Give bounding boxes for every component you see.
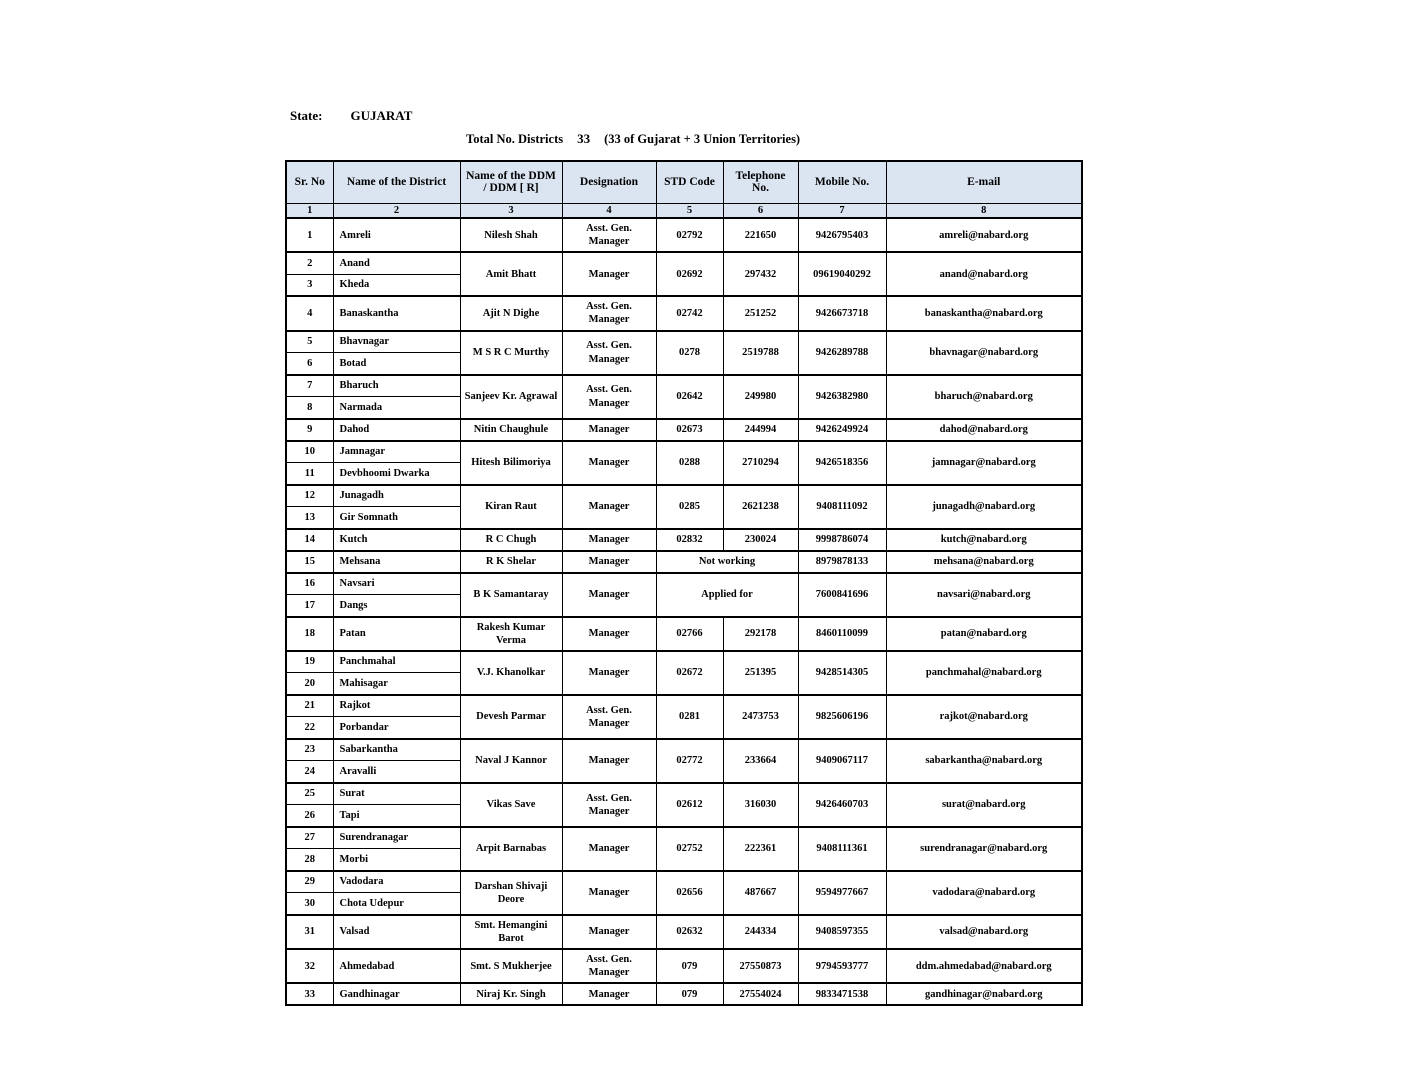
district-cell: Aravalli [333, 761, 460, 783]
total-districts-label: Total No. Districts [466, 132, 564, 146]
email-cell: dahod@nabard.org [886, 419, 1082, 441]
mobile-cell: 9426382980 [798, 375, 886, 419]
sr-cell: 27 [286, 827, 333, 849]
total-districts-value: 33 [577, 131, 591, 146]
ddm-cell: B K Samantaray [460, 573, 562, 617]
district-cell: Vadodara [333, 871, 460, 893]
ddm-cell: Arpit Barnabas [460, 827, 562, 871]
district-cell: Gandhinagar [333, 983, 460, 1005]
district-cell: Narmada [333, 397, 460, 419]
header-email: E-mail [886, 161, 1082, 203]
district-cell: Kutch [333, 529, 460, 551]
ddm-cell: Nitin Chaughule [460, 419, 562, 441]
table-row [286, 551, 1082, 573]
ddm-cell: Nilesh Shah [460, 218, 562, 252]
sr-cell: 23 [286, 739, 333, 761]
email-cell: gandhinagar@nabard.org [886, 983, 1082, 1005]
sr-cell: 21 [286, 695, 333, 717]
email-cell: kutch@nabard.org [886, 529, 1082, 551]
sr-cell: 5 [286, 331, 333, 353]
std-cell: 0288 [656, 441, 723, 485]
sr-cell: 17 [286, 595, 333, 617]
header-row [286, 161, 1082, 203]
sr-cell: 2 [286, 252, 333, 274]
telephone-cell: 221650 [723, 218, 798, 252]
telephone-cell: 297432 [723, 252, 798, 296]
designation-cell: Asst. Gen. Manager [562, 218, 656, 252]
std-cell: 02772 [656, 739, 723, 783]
table-body [286, 218, 1082, 1005]
designation-cell: Manager [562, 617, 656, 651]
email-cell: navsari@nabard.org [886, 573, 1082, 617]
sr-cell: 22 [286, 717, 333, 739]
telephone-cell: 292178 [723, 617, 798, 651]
mobile-cell: 8979878133 [798, 551, 886, 573]
designation-cell: Manager [562, 419, 656, 441]
district-cell: Botad [333, 353, 460, 375]
district-cell: Surendranagar [333, 827, 460, 849]
ddm-cell: Vikas Save [460, 783, 562, 827]
mobile-cell: 9833471538 [798, 983, 886, 1005]
district-cell: Sabarkantha [333, 739, 460, 761]
std-cell: 02692 [656, 252, 723, 296]
table-row [286, 739, 1082, 761]
sr-cell: 1 [286, 218, 333, 252]
mobile-cell: 9426518356 [798, 441, 886, 485]
std-cell: 02742 [656, 296, 723, 330]
std-cell: 02632 [656, 915, 723, 949]
district-cell: Ahmedabad [333, 949, 460, 983]
ddm-cell: Kiran Raut [460, 485, 562, 529]
header-std-code: STD Code [656, 161, 723, 203]
ddm-cell: Smt. S Mukherjee [460, 949, 562, 983]
ddm-cell: Darshan Shivaji Deore [460, 871, 562, 915]
ddm-cell: Amit Bhatt [460, 252, 562, 296]
sr-cell: 20 [286, 673, 333, 695]
mobile-cell: 09619040292 [798, 252, 886, 296]
std-cell: 02766 [656, 617, 723, 651]
telephone-cell: 487667 [723, 871, 798, 915]
designation-cell: Manager [562, 827, 656, 871]
district-cell: Banaskantha [333, 296, 460, 330]
email-cell: bhavnagar@nabard.org [886, 331, 1082, 375]
telephone-cell: 27554024 [723, 983, 798, 1005]
district-cell: Jamnagar [333, 441, 460, 463]
column-number: 6 [723, 203, 798, 218]
district-cell: Tapi [333, 805, 460, 827]
ddm-cell: Ajit N Dighe [460, 296, 562, 330]
district-cell: Devbhoomi Dwarka [333, 463, 460, 485]
sr-cell: 6 [286, 353, 333, 375]
district-cell: Dahod [333, 419, 460, 441]
telephone-cell: 233664 [723, 739, 798, 783]
ddm-cell: Niraj Kr. Singh [460, 983, 562, 1005]
std-cell: 02612 [656, 783, 723, 827]
mobile-cell: 9409067117 [798, 739, 886, 783]
sr-cell: 26 [286, 805, 333, 827]
designation-cell: Asst. Gen. Manager [562, 695, 656, 739]
designation-cell: Manager [562, 983, 656, 1005]
telephone-cell: 2519788 [723, 331, 798, 375]
district-cell: Amreli [333, 218, 460, 252]
designation-cell: Asst. Gen. Manager [562, 296, 656, 330]
district-cell: Surat [333, 783, 460, 805]
state-label: State: [290, 108, 323, 123]
email-cell: patan@nabard.org [886, 617, 1082, 651]
mobile-cell: 9408597355 [798, 915, 886, 949]
designation-cell: Manager [562, 441, 656, 485]
district-cell: Mahisagar [333, 673, 460, 695]
email-cell: valsad@nabard.org [886, 915, 1082, 949]
sr-cell: 18 [286, 617, 333, 651]
designation-cell: Manager [562, 529, 656, 551]
ddm-cell: V.J. Khanolkar [460, 651, 562, 695]
header-district: Name of the District [333, 161, 460, 203]
district-cell: Bhavnagar [333, 331, 460, 353]
designation-cell: Manager [562, 915, 656, 949]
sr-cell: 33 [286, 983, 333, 1005]
district-cell: Morbi [333, 849, 460, 871]
sr-cell: 10 [286, 441, 333, 463]
table-row [286, 485, 1082, 507]
email-cell: surendranagar@nabard.org [886, 827, 1082, 871]
mobile-cell: 9428514305 [798, 651, 886, 695]
state-value: GUJARAT [350, 108, 413, 123]
header-ddm-name: Name of the DDM / DDM [ R] [460, 161, 562, 203]
ddm-cell: Rakesh Kumar Verma [460, 617, 562, 651]
telephone-cell: 251395 [723, 651, 798, 695]
table-row [286, 331, 1082, 353]
telephone-cell: 249980 [723, 375, 798, 419]
ddm-cell: Smt. Hemangini Barot [460, 915, 562, 949]
email-cell: surat@nabard.org [886, 783, 1082, 827]
designation-cell: Manager [562, 485, 656, 529]
sr-cell: 19 [286, 651, 333, 673]
sr-cell: 14 [286, 529, 333, 551]
status-cell: Not working [656, 551, 798, 573]
table-row [286, 695, 1082, 717]
mobile-cell: 9426673718 [798, 296, 886, 330]
mobile-cell: 9594977667 [798, 871, 886, 915]
email-cell: anand@nabard.org [886, 252, 1082, 296]
sr-cell: 28 [286, 849, 333, 871]
sr-cell: 9 [286, 419, 333, 441]
designation-cell: Manager [562, 252, 656, 296]
email-cell: rajkot@nabard.org [886, 695, 1082, 739]
email-cell: bharuch@nabard.org [886, 375, 1082, 419]
telephone-cell: 222361 [723, 827, 798, 871]
telephone-cell: 251252 [723, 296, 798, 330]
std-cell: 02656 [656, 871, 723, 915]
column-number-row [286, 203, 1082, 218]
std-cell: 02673 [656, 419, 723, 441]
sr-cell: 11 [286, 463, 333, 485]
ddm-cell: Hitesh Bilimoriya [460, 441, 562, 485]
column-number: 2 [333, 203, 460, 218]
std-cell: 079 [656, 949, 723, 983]
total-districts-note: (33 of Gujarat + 3 Union Territories) [604, 132, 801, 146]
sr-cell: 13 [286, 507, 333, 529]
district-cell: Junagadh [333, 485, 460, 507]
std-cell: 02752 [656, 827, 723, 871]
ddm-contact-table [285, 160, 1083, 1006]
district-cell: Anand [333, 252, 460, 274]
table-row [286, 949, 1082, 983]
sr-cell: 25 [286, 783, 333, 805]
std-cell: 0278 [656, 331, 723, 375]
district-cell: Kheda [333, 274, 460, 296]
email-cell: ddm.ahmedabad@nabard.org [886, 949, 1082, 983]
email-cell: vadodara@nabard.org [886, 871, 1082, 915]
sr-cell: 29 [286, 871, 333, 893]
mobile-cell: 9998786074 [798, 529, 886, 551]
designation-cell: Asst. Gen. Manager [562, 331, 656, 375]
designation-cell: Manager [562, 871, 656, 915]
sr-cell: 31 [286, 915, 333, 949]
designation-cell: Manager [562, 739, 656, 783]
mobile-cell: 7600841696 [798, 573, 886, 617]
std-cell: 0281 [656, 695, 723, 739]
email-cell: junagadh@nabard.org [886, 485, 1082, 529]
telephone-cell: 244334 [723, 915, 798, 949]
header-mobile: Mobile No. [798, 161, 886, 203]
table-row [286, 419, 1082, 441]
status-cell: Applied for [656, 573, 798, 617]
district-cell: Gir Somnath [333, 507, 460, 529]
table-row [286, 218, 1082, 252]
table-row [286, 529, 1082, 551]
table-row [286, 375, 1082, 397]
ddm-cell: Naval J Kannor [460, 739, 562, 783]
telephone-cell: 2710294 [723, 441, 798, 485]
district-cell: Porbandar [333, 717, 460, 739]
sr-cell: 8 [286, 397, 333, 419]
sr-cell: 12 [286, 485, 333, 507]
std-cell: 02672 [656, 651, 723, 695]
ddm-cell: Sanjeev Kr. Agrawal [460, 375, 562, 419]
email-cell: sabarkantha@nabard.org [886, 739, 1082, 783]
state-line [290, 108, 1081, 124]
district-cell: Mehsana [333, 551, 460, 573]
sr-cell: 15 [286, 551, 333, 573]
email-cell: jamnagar@nabard.org [886, 441, 1082, 485]
district-cell: Navsari [333, 573, 460, 595]
total-districts-line [466, 131, 1081, 147]
std-cell: 02832 [656, 529, 723, 551]
telephone-cell: 230024 [723, 529, 798, 551]
mobile-cell: 9408111092 [798, 485, 886, 529]
column-number: 1 [286, 203, 333, 218]
mobile-cell: 9426795403 [798, 218, 886, 252]
document-content [285, 108, 1081, 1006]
ddm-cell: Devesh Parmar [460, 695, 562, 739]
column-number: 3 [460, 203, 562, 218]
ddm-cell: R C Chugh [460, 529, 562, 551]
ddm-cell: M S R C Murthy [460, 331, 562, 375]
sr-cell: 7 [286, 375, 333, 397]
table-row [286, 915, 1082, 949]
header-sr-no: Sr. No [286, 161, 333, 203]
district-cell: Rajkot [333, 695, 460, 717]
sr-cell: 24 [286, 761, 333, 783]
column-number: 5 [656, 203, 723, 218]
district-cell: Valsad [333, 915, 460, 949]
mobile-cell: 9426460703 [798, 783, 886, 827]
telephone-cell: 2621238 [723, 485, 798, 529]
designation-cell: Asst. Gen. Manager [562, 375, 656, 419]
telephone-cell: 244994 [723, 419, 798, 441]
email-cell: amreli@nabard.org [886, 218, 1082, 252]
table-header [286, 161, 1082, 218]
header-designation: Designation [562, 161, 656, 203]
table-row [286, 983, 1082, 1005]
sr-cell: 3 [286, 274, 333, 296]
std-cell: 0285 [656, 485, 723, 529]
designation-cell: Asst. Gen. Manager [562, 783, 656, 827]
telephone-cell: 27550873 [723, 949, 798, 983]
mobile-cell: 9408111361 [798, 827, 886, 871]
std-cell: 02642 [656, 375, 723, 419]
district-cell: Chota Udepur [333, 893, 460, 915]
table-row [286, 296, 1082, 330]
designation-cell: Manager [562, 551, 656, 573]
email-cell: mehsana@nabard.org [886, 551, 1082, 573]
sr-cell: 4 [286, 296, 333, 330]
std-cell: 02792 [656, 218, 723, 252]
designation-cell: Manager [562, 651, 656, 695]
mobile-cell: 9426289788 [798, 331, 886, 375]
mobile-cell: 9794593777 [798, 949, 886, 983]
designation-cell: Asst. Gen. Manager [562, 949, 656, 983]
table-row [286, 783, 1082, 805]
header-telephone: Telephone No. [723, 161, 798, 203]
mobile-cell: 9825606196 [798, 695, 886, 739]
mobile-cell: 8460110099 [798, 617, 886, 651]
designation-cell: Manager [562, 573, 656, 617]
sr-cell: 32 [286, 949, 333, 983]
mobile-cell: 9426249924 [798, 419, 886, 441]
district-cell: Patan [333, 617, 460, 651]
table-row [286, 617, 1082, 651]
column-number: 4 [562, 203, 656, 218]
column-number: 7 [798, 203, 886, 218]
email-cell: banaskantha@nabard.org [886, 296, 1082, 330]
std-cell: 079 [656, 983, 723, 1005]
email-cell: panchmahal@nabard.org [886, 651, 1082, 695]
table-row [286, 827, 1082, 849]
telephone-cell: 316030 [723, 783, 798, 827]
sr-cell: 30 [286, 893, 333, 915]
sr-cell: 16 [286, 573, 333, 595]
column-number: 8 [886, 203, 1082, 218]
district-cell: Bharuch [333, 375, 460, 397]
district-cell: Dangs [333, 595, 460, 617]
telephone-cell: 2473753 [723, 695, 798, 739]
table-row [286, 651, 1082, 673]
table-row [286, 441, 1082, 463]
table-row [286, 871, 1082, 893]
ddm-cell: R K Shelar [460, 551, 562, 573]
table-row [286, 573, 1082, 595]
table-row [286, 252, 1082, 274]
district-cell: Panchmahal [333, 651, 460, 673]
